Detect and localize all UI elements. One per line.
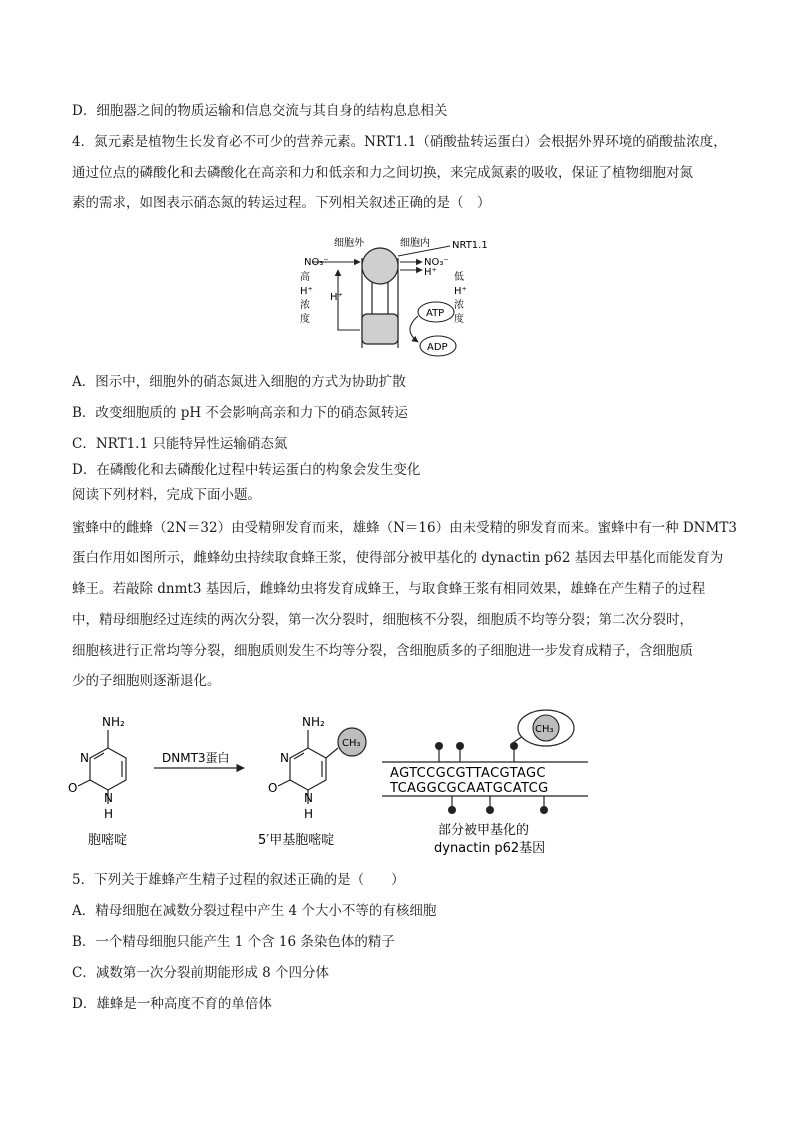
cyt-n-top: N: [80, 751, 89, 765]
dna-top-strand: AGTCCGCGTTACGTAGC: [390, 766, 546, 781]
material-line-6: 少的子细胞则逐渐退化。: [72, 673, 221, 689]
label-inside: 细胞内: [400, 238, 430, 249]
proton-pump-shape: [362, 314, 398, 344]
cyt-n-bot: N: [104, 791, 113, 805]
nrt-transport-diagram: [290, 230, 510, 365]
cytosine-structure: [78, 730, 126, 804]
caption-cytosine: 胞嘧啶: [88, 833, 128, 848]
label-h-inside: H⁺: [424, 267, 437, 278]
material-line-4: 中，精母细胞经过连续的两次分裂，第一次分裂时，细胞核不分裂，细胞质不均等分裂；第二次分裂时，: [72, 612, 693, 628]
label-high-du: 度: [300, 314, 310, 325]
caption-gene-1: 部分被甲基化的: [438, 823, 530, 838]
q4-stem-line-1: 4．氮元素是植物生长发育必不可少的营养元素。NRT1.1（硝酸盐转运蛋白）会根据外界环境的硝酸盐浓度，: [72, 134, 727, 150]
caption-gene-2: dynactin p62基因: [434, 841, 546, 856]
label-high: 高: [300, 272, 310, 283]
nrt-transport-figure: [290, 230, 510, 365]
material-line-3: 蜂王。若敲除 dnmt3 基因后，雌蜂幼虫将发育成蜂王，与取食蜂王浆有相同效果，雄蜂在产生精子的过程: [72, 581, 706, 597]
methylation-figure: [66, 706, 606, 858]
label-low: 低: [454, 272, 464, 283]
label-outside: 细胞外: [334, 238, 364, 249]
q5-option-a: A．精母细胞在减数分裂过程中产生 4 个大小不等的有核细胞: [72, 903, 437, 919]
label-no3-inside: NO₃⁻: [424, 257, 449, 268]
label-low-du: 度: [454, 314, 464, 325]
mcyt-ch3: CH₃: [342, 738, 361, 749]
mcyt-nh2: NH₂: [302, 715, 325, 729]
methyl-pins-top: [435, 742, 518, 762]
label-h-mid: H⁺: [330, 292, 343, 303]
dna-bottom-strand: TCAGGCGCAATGCATCG: [390, 781, 549, 796]
label-nrt: NRT1.1: [452, 240, 488, 251]
q4-option-d: D．在磷酸化和去磷酸化过程中转运蛋白的构象会发生变化: [72, 462, 421, 478]
material-line-2: 蛋白作用如图所示，雌蜂幼虫持续取食蜂王浆，使得部分被甲基化的 dynactin p62 基因去甲基化而能发育为: [72, 550, 724, 566]
label-adp: ADP: [427, 342, 448, 353]
cyt-o: O: [68, 781, 78, 795]
cyt-h: H: [104, 807, 114, 821]
methyl-pins-bottom: [448, 796, 548, 814]
label-high-nong: 浓: [300, 300, 310, 311]
q5-option-d: D．雄蜂是一种高度不育的单倍体: [72, 996, 272, 1012]
label-no3-outside: NO₃⁻: [304, 257, 329, 268]
nrt-protein-shape: [362, 248, 398, 284]
q5-stem: 5．下列关于雄蜂产生精子过程的叙述正确的是（ ）: [72, 872, 405, 888]
label-high-h: H⁺: [300, 286, 313, 297]
q4-option-b: B．改变细胞质的 pH 不会影响高亲和力下的硝态氮转运: [72, 405, 408, 421]
methylation-diagram: [66, 706, 606, 858]
material-intro: 阅读下列材料，完成下面小题。: [72, 487, 261, 503]
q3-option-d: D．细胞器之间的物质运输和信息交流与其自身的结构息息相关: [72, 103, 448, 119]
q4-option-c: C．NRT1.1 只能特异性运输硝态氮: [72, 436, 288, 452]
q4-stem-line-3: 素的需求，如图表示硝态氮的转运过程。下列相关叙述正确的是（ ）: [72, 195, 491, 211]
label-atp: ATP: [426, 308, 445, 319]
bubble-ch3: CH₃: [535, 724, 554, 735]
label-low-h: H⁺: [454, 286, 467, 297]
q4-option-a: A．图示中，细胞外的硝态氮进入细胞的方式为协助扩散: [72, 374, 406, 390]
q5-option-b: B．一个精母细胞只能产生 1 个含 16 条染色体的精子: [72, 934, 395, 950]
mcyt-n-top: N: [280, 751, 289, 765]
mcyt-o: O: [268, 781, 278, 795]
arrow-label: DNMT3蛋白: [162, 751, 230, 765]
mcyt-n-bot: N: [304, 791, 313, 805]
label-low-nong: 浓: [454, 300, 464, 311]
material-line-1: 蜜蜂中的雌蜂（2N＝32）由受精卵发育而来，雄蜂（N＝16）由未受精的卵发育而来。蜜蜂中有一种 DNMT3: [72, 520, 737, 536]
caption-methylcytosine: 5′甲基胞嘧啶: [258, 833, 335, 848]
q5-option-c: C．减数第一次分裂前期能形成 8 个四分体: [72, 965, 330, 981]
mcyt-h: H: [304, 807, 314, 821]
cyt-nh2: NH₂: [102, 715, 125, 729]
q4-stem-line-2: 通过位点的磷酸化和去磷酸化在高亲和力和低亲和力之间切换，来完成氮素的吸收，保证了植物细胞对氮: [72, 165, 693, 181]
material-line-5: 细胞核进行正常均等分裂，细胞质则发生不均等分裂，含细胞质多的子细胞进一步发育成精子，含细胞质: [72, 643, 693, 659]
